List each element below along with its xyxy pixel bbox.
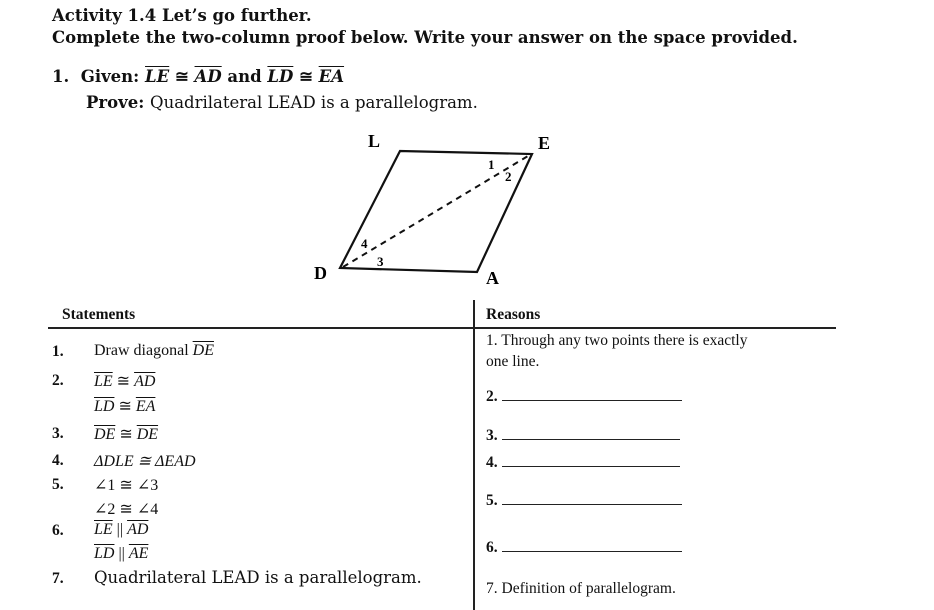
reason-6 — [486, 537, 682, 557]
congruent-sign: ≅ — [119, 426, 133, 443]
reason-3-number: 3. — [486, 427, 498, 444]
statement-5-number: 5. — [52, 476, 64, 493]
statement-7-number: 7. — [52, 570, 64, 587]
reason-5-blank[interactable] — [502, 490, 682, 505]
activity-instruction: Complete the two-column proof below. Write your answer on the space provided. — [52, 28, 798, 47]
segment-ae: $\overline{AE}$ — [128, 545, 149, 562]
segment-ld: $\overline{LD}$ — [94, 398, 115, 415]
segment-ld: $\overline{LD}$ — [94, 545, 115, 562]
reasons-header: Reasons — [486, 306, 541, 323]
segment-de: $\overline{DE}$ — [94, 426, 116, 443]
segment-le: $\overline{LE}$ — [94, 373, 113, 390]
statement-7-text: Quadrilateral LEAD is a parallelogram. — [94, 568, 422, 587]
given-label: Given: — [80, 67, 140, 86]
vertex-l: L — [368, 131, 381, 151]
segment-ea: $\overline{EA}$ — [318, 67, 345, 86]
reason-3-blank[interactable] — [502, 425, 680, 440]
reason-4 — [486, 452, 680, 472]
diagonal-de — [343, 156, 528, 267]
vertex-d: D — [314, 263, 327, 283]
statement-2b — [94, 396, 155, 416]
statement-1-number: 1. — [52, 343, 64, 360]
reason-1-line2: one line. — [486, 353, 540, 370]
activity-title: Activity 1.4 Let’s go further. — [52, 6, 312, 25]
segment-ea: $\overline{EA}$ — [135, 398, 156, 415]
congruent-sign: ≅ — [299, 67, 313, 86]
statement-4-number: 4. — [52, 452, 64, 469]
prove-label: Prove: — [86, 93, 145, 112]
statement-3 — [94, 424, 158, 444]
statement-5a: ∠1 ≅ ∠3 — [94, 477, 159, 494]
statement-5b: ∠2 ≅ ∠4 — [94, 501, 159, 518]
vertex-a: A — [486, 268, 499, 288]
angle-3-label: 3 — [377, 254, 384, 269]
reason-4-number: 4. — [486, 454, 498, 471]
statement-6b — [94, 545, 148, 563]
reason-1-line1: 1. Through any two points there is exactly — [486, 332, 748, 349]
segment-ad: $\overline{AD}$ — [194, 67, 222, 86]
problem-number: 1. — [52, 67, 70, 86]
vertex-e: E — [538, 133, 551, 153]
statement-6-number: 6. — [52, 522, 64, 539]
parallelogram-lead — [340, 151, 532, 272]
segment-de: $\overline{DE}$ — [192, 342, 214, 359]
prove-text: Quadrilateral LEAD is a parallelogram. — [150, 93, 478, 112]
reason-7: 7. Definition of parallelogram. — [486, 580, 676, 597]
congruent-sign: ≅ — [116, 373, 131, 390]
segment-le: $\overline{LE}$ — [94, 521, 113, 538]
reason-3 — [486, 425, 680, 445]
table-column-divider — [473, 300, 475, 610]
statement-1 — [94, 342, 214, 360]
statement-4-text: ΔDLE ≅ ΔEAD — [94, 453, 196, 470]
reason-5-number: 5. — [486, 492, 498, 509]
congruent-sign: ≅ — [174, 67, 189, 86]
parallel-sign: || — [118, 545, 125, 562]
parallel-sign: || — [116, 521, 124, 538]
statement-1-text: Draw diagonal — [94, 342, 189, 359]
segment-ad: $\overline{AD}$ — [134, 373, 156, 390]
parallelogram-figure — [0, 0, 934, 300]
table-header-rule — [48, 327, 836, 329]
reason-4-blank[interactable] — [502, 452, 680, 467]
statement-3-number: 3. — [52, 425, 64, 442]
reason-5 — [486, 490, 682, 510]
statement-2-number: 2. — [52, 372, 64, 389]
statement-2a — [94, 371, 155, 391]
angle-2-label: 2 — [505, 169, 512, 184]
congruent-sign: ≅ — [118, 398, 132, 415]
statement-6a — [94, 521, 148, 539]
segment-ld: $\overline{LD}$ — [267, 67, 294, 86]
segment-ad: $\overline{AD}$ — [127, 521, 149, 538]
and-word: and — [227, 67, 262, 86]
reason-6-blank[interactable] — [502, 537, 682, 552]
angle-1-label: 1 — [488, 157, 495, 172]
reason-2-number: 2. — [486, 388, 498, 405]
statements-header: Statements — [62, 306, 136, 323]
segment-de: $\overline{DE}$ — [136, 426, 159, 443]
reason-2 — [486, 386, 682, 406]
angle-4-label: 4 — [361, 236, 368, 251]
segment-le: $\overline{LE}$ — [145, 67, 170, 86]
reason-2-blank[interactable] — [502, 386, 682, 401]
reason-6-number: 6. — [486, 539, 498, 556]
